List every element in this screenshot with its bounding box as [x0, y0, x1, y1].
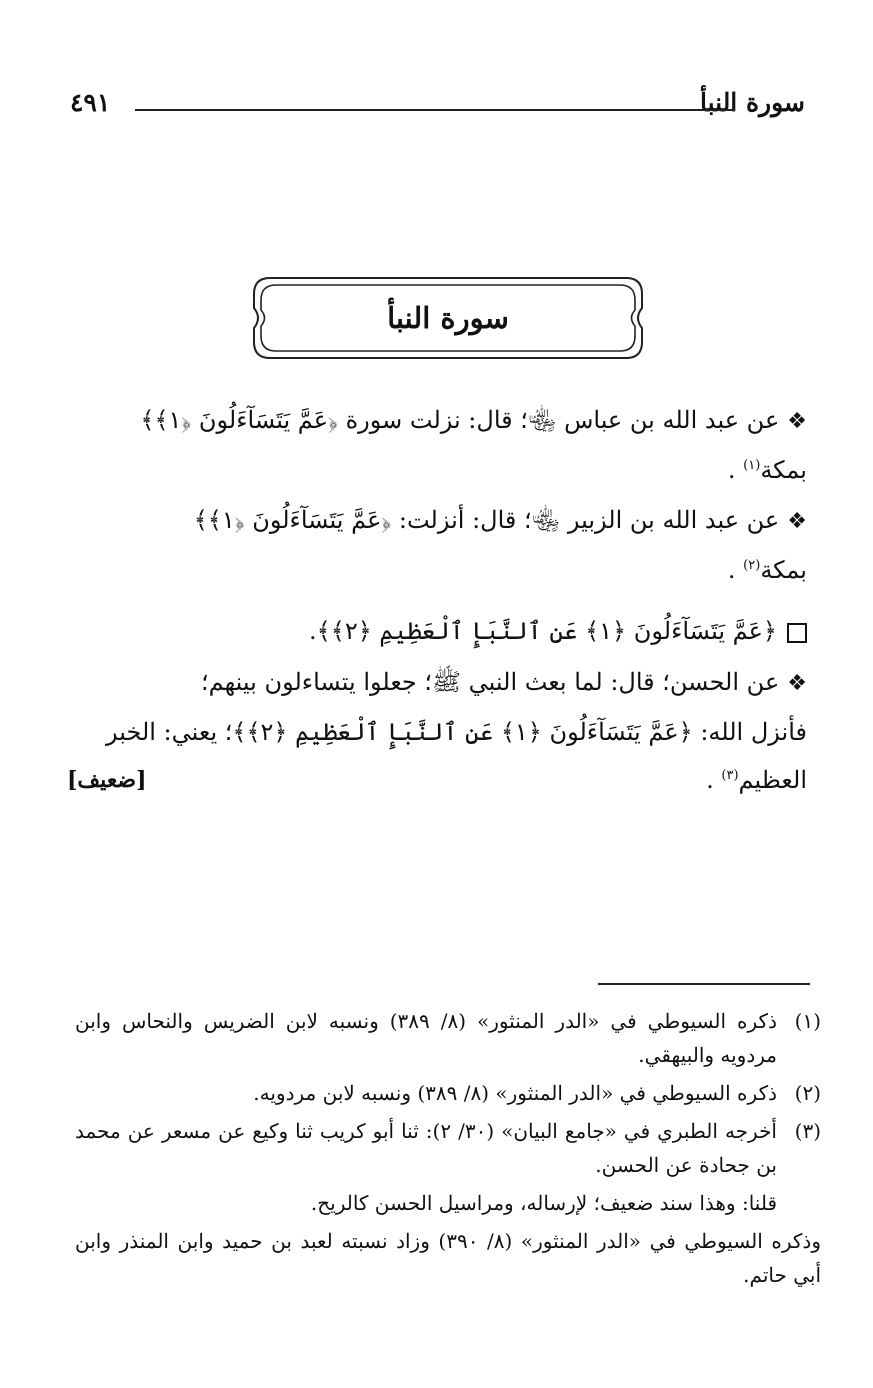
footnote-text: أخرجه الطبري في «جامع البيان» (٣٠/ ٢): ثنا أبو كريب ثنا وكيع عن مسعر عن محمد بن جحادة عن الحسن.: [75, 1119, 777, 1177]
hadith-text: عن الحسن؛ قال: لما بعث النبي ﷺ؛ جعلوا يتساءلون بينهم؛: [200, 668, 780, 696]
footnote-extra: وذكره السيوطي في «الدر المنثور» (٨/ ٣٩٠) وزاد نسبته لعبد بن حميد وابن المنذر وابن أبي حاتم.: [75, 1229, 821, 1287]
hadith-text: بمكة: [760, 456, 807, 484]
footnote-text: ذكره السيوطي في «الدر المنثور» (٨/ ٣٨٩) ونسبه لابن الضريس والنحاس وابن مردويه والبيهقي.: [75, 1009, 777, 1067]
footnote-rule: [598, 983, 810, 985]
hadith-ibn-zubair: ❖عن عبد الله بن الزبير ﵄؛ قال: أنزلت: ﴿عَمَّ يَتَسَآءَلُونَ ﴿١﴾﴾ بمكة$^{(٢)}$ .: [67, 496, 807, 594]
footnotes: [75, 1004, 821, 1296]
grade-label: [ضعيف]: [67, 767, 147, 793]
footnote-1: [75, 1004, 821, 1072]
hadith-al-hasan: ❖عن الحسن؛ قال: لما بعث النبي ﷺ؛ جعلوا يتساءلون بينهم؛ فأنزل الله: ﴿عَمَّ يَتَسَآءَلُونَ ﴿١﴾ عَنِ ٱلنَّبَإِ ٱلْعَظِيمِ ﴿٢﴾﴾؛ يعني: الخبر العظيم$^{(٣)}$ . [ضعيف]: [67, 658, 807, 804]
hadith-text: العظيم: [738, 766, 807, 794]
surah-title-frame: [250, 274, 646, 362]
quran-verse: [67, 607, 807, 655]
footnote-text: ذكره السيوطي في «الدر المنثور» (٨/ ٣٨٩) ونسبه لابن مردويه.: [253, 1081, 777, 1105]
footnote-2: [75, 1076, 821, 1110]
hadith-text: بمكة: [760, 556, 807, 584]
header-rule: [135, 109, 735, 111]
hadith-text: عن عبد الله بن الزبير ﵄؛ قال: أنزلت: ﴿عَمَّ يَتَسَآءَلُونَ ﴿١﴾﴾: [193, 506, 780, 534]
footnote-3: [75, 1114, 821, 1182]
footnote-ref: (٣): [721, 768, 739, 783]
surah-title: سورة النبأ: [387, 301, 509, 335]
diamond-ornament-icon: ❖: [787, 509, 807, 534]
diamond-ornament-icon: ❖: [787, 671, 807, 696]
footnote-number: (١): [794, 1009, 821, 1033]
footnote-comment: قلنا: وهذا سند ضعيف؛ لإرساله، ومراسيل الحسن كالريح.: [310, 1191, 777, 1215]
diamond-ornament-icon: ❖: [787, 409, 807, 434]
verse-text: ﴿عَمَّ يَتَسَآءَلُونَ ﴿١﴾ عَنِ ٱلنَّبَإِ ٱلْعَظِيمِ ﴿٢﴾﴾.: [309, 617, 777, 645]
square-bullet-icon: [787, 623, 807, 643]
hadith-ibn-abbas: ❖عن عبد الله بن عباس ﵄؛ قال: نزلت سورة ﴿عَمَّ يَتَسَآءَلُونَ ﴿١﴾﴾ بمكة$^{(١)}$ .: [67, 396, 807, 494]
page-number: ٤٩١: [70, 88, 111, 117]
footnote-ref: (١): [743, 458, 761, 473]
footnote-number: (٢): [794, 1081, 821, 1105]
footnote-number: (٣): [794, 1119, 821, 1143]
hadith-text: فأنزل الله: ﴿عَمَّ يَتَسَآءَلُونَ ﴿١﴾ عَنِ ٱلنَّبَإِ ٱلْعَظِيمِ ﴿٢﴾﴾؛ يعني: الخبر: [105, 718, 807, 746]
hadith-text: عن عبد الله بن عباس ﵄؛ قال: نزلت سورة ﴿عَمَّ يَتَسَآءَلُونَ ﴿١﴾﴾: [140, 406, 780, 434]
running-title: سورة النبأ: [699, 88, 805, 117]
footnote-ref: (٢): [743, 558, 761, 573]
